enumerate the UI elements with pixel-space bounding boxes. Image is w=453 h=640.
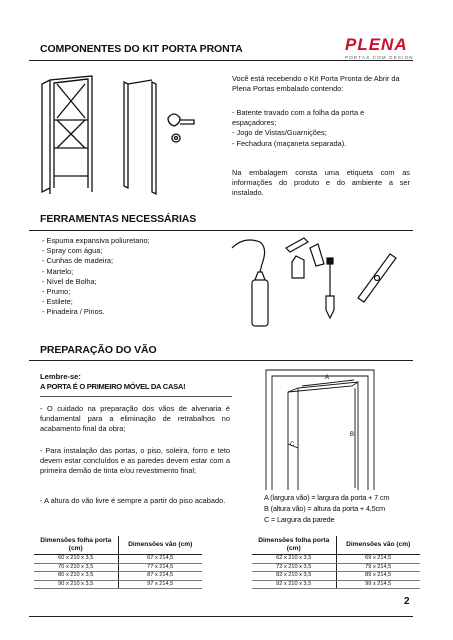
table-header: Dimensões vão (cm) [118,536,202,555]
prep-paragraph-3: - A altura do vão livre é sempre a partir do piso acabado. [40,496,226,505]
list-item: - Espuma expansiva poliuretano; [42,236,150,245]
table-cell: 89 x 214,5 [336,572,420,581]
table-cell: 99 x 214,5 [336,580,420,589]
remember-label: Lembre-se: [40,372,81,381]
section-title-preparacao: PREPARAÇÃO DO VÃO [40,344,157,356]
table-cell: 70 x 210 x 3,5 [34,563,118,572]
table-row [34,563,202,572]
table-cell: 97 x 214,5 [118,580,202,589]
label-b: B [350,432,355,438]
brand-logo [345,36,414,60]
table-row [252,563,420,572]
brand-tagline: PORTAS COM DESIGN [345,55,414,60]
table-row [34,580,202,589]
section-title-componentes: COMPONENTES DO KIT PORTA PRONTA [40,43,243,55]
table-row [252,555,420,564]
dimensions-table-2 [252,536,420,589]
list-item: - Martelo; [42,266,74,276]
bottom-divider [29,616,413,617]
table-cell: 82 x 210 x 3,5 [252,572,336,581]
list-item: - Spray com água; [42,246,103,256]
legend-c: C = Largura da parede [264,515,335,524]
table-cell: 77 x 214,5 [118,563,202,572]
list-item: - Prumo; [42,287,71,297]
dimension-legend [264,492,389,525]
table-cell: 87 x 214,5 [118,572,202,581]
table-cell: 69 x 214,5 [336,555,420,564]
kit-illustration [40,68,220,203]
list-item: - Estilete; [42,297,73,307]
kit-intro: Você está recebendo o Kit Porta Pronta de Abrir da Plena Portas embalado contendo: [232,74,400,94]
legend-a: A (largura vão) = largura da porta + 7 cm [264,493,390,502]
remember-text: A PORTA É O PRIMEIRO MÓVEL DA CASA! [40,382,186,391]
kit-item-list [232,108,410,149]
table-cell: 92 x 210 x 3,5 [252,580,336,589]
table-row [34,572,202,581]
legend-b: B (altura vão) = altura da porta + 4,5cm [264,504,385,513]
divider [29,60,413,61]
table-row [34,555,202,564]
label-c: C [290,442,295,448]
list-item: - Batente travado com a folha da porta e espaçadores; [232,108,365,128]
list-item: - Nível de Bolha; [42,276,97,286]
section-title-ferramentas: FERRAMENTAS NECESSÁRIAS [40,213,197,225]
prep-paragraph-1: - O cuidado na preparação dos vãos de alvenaria é fundamental para a eliminação de retrabalhos no acabamento final da obra; [40,404,230,434]
kit-note: Na embalagem consta uma etiqueta com as informações do produto e do ambiente a ser instalado. [232,168,410,198]
divider [29,230,413,231]
table-header: Dimensões folha porta (cm) [252,536,336,555]
table-row [252,572,420,581]
table-cell: 60 x 210 x 3,5 [34,555,118,564]
label-a: A [325,375,330,381]
table-cell: 79 x 214,5 [336,563,420,572]
brand-name: PLENA [345,35,408,54]
wall-opening-diagram [262,366,382,491]
table-cell: 90 x 210 x 3,5 [34,580,118,589]
list-item: - Cunhas de madeira; [42,256,114,266]
list-item: - Fechadura (maçaneta separada). [232,138,347,148]
list-item: - Pinadeira / Pinos. [42,307,105,317]
prep-paragraph-2: - Para instalação das portas, o piso, soleira, forro e teto devem estar concluídos e as paredes devem estar com a primeira demão de tinta e/ou revestimento final; [40,446,230,476]
table-cell: 62 x 210 x 3,5 [252,555,336,564]
table-cell: 67 x 214,5 [118,555,202,564]
table-header: Dimensões vão (cm) [336,536,420,555]
tools-list [42,236,222,318]
dimensions-table-1 [34,536,202,589]
page-number: 2 [404,596,410,607]
list-item: - Jogo de Vistas/Guarnições; [232,128,327,138]
table-row [252,580,420,589]
tools-illustration [230,234,410,330]
table-cell: 80 x 210 x 3,5 [34,572,118,581]
divider [29,360,413,361]
table-header: Dimensões folha porta (cm) [34,536,118,555]
divider [40,396,232,397]
table-cell: 72 x 210 x 3,5 [252,563,336,572]
